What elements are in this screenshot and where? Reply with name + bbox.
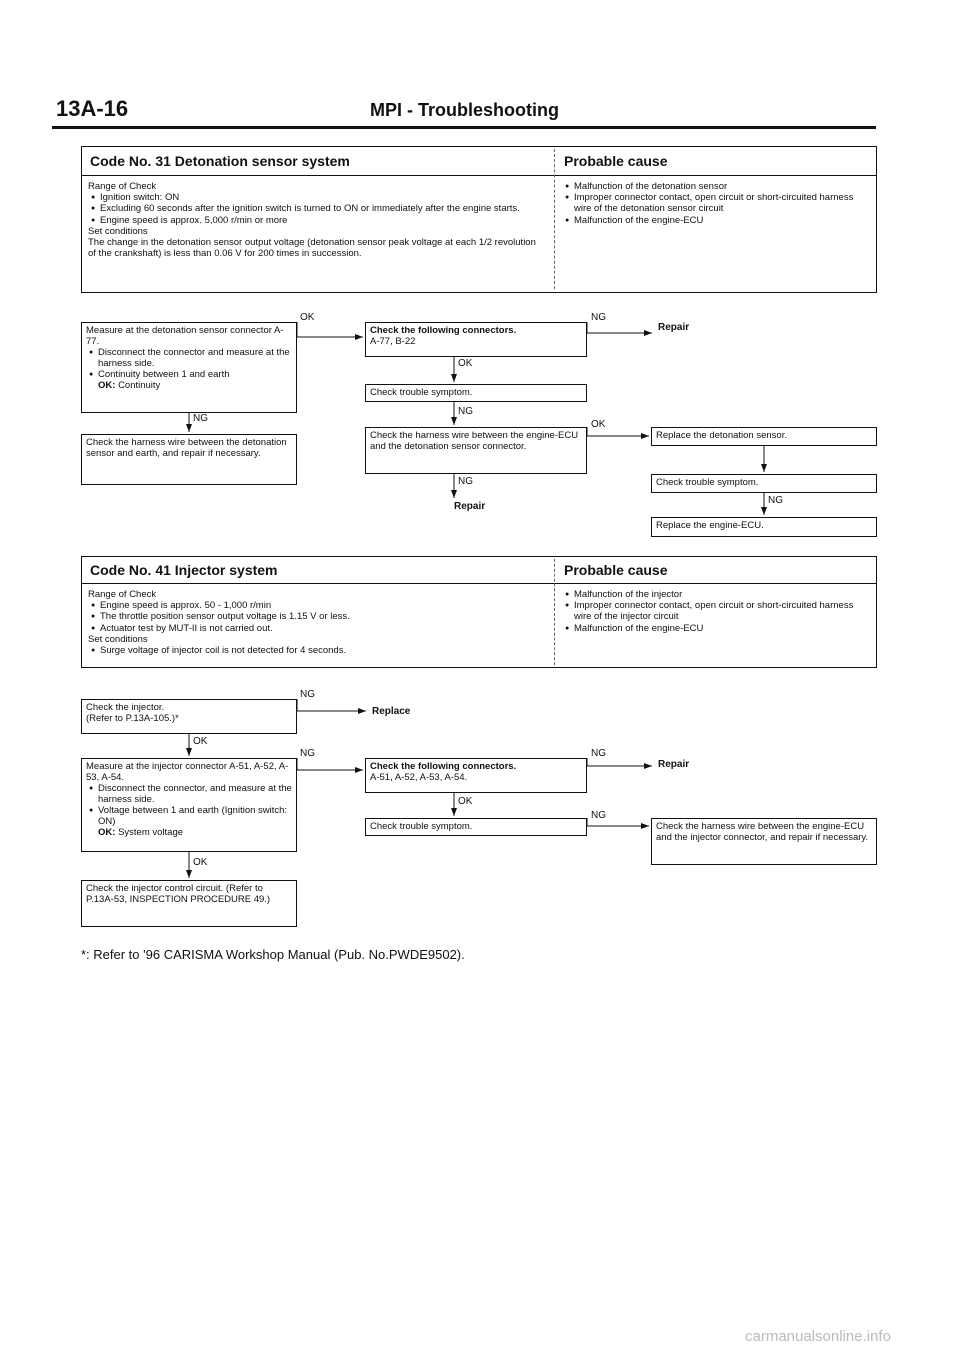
harness-text: Check the harness wire between the engine-ECU and the injector connector, and repair if necessary. bbox=[656, 821, 869, 843]
cause-item: ● Improper connector contact, open circuit or short-circuited harness wire of the injector circuit bbox=[562, 600, 870, 622]
watermark: carmanualsonline.info bbox=[745, 1328, 891, 1345]
measure-item: ● Voltage between 1 and earth (Ignition switch: ON) bbox=[86, 805, 292, 827]
flow-label-ng: NG bbox=[591, 312, 606, 323]
range-title: Range of Check bbox=[88, 181, 157, 192]
cause-item: ● Malfunction of the engine-ECU bbox=[562, 623, 870, 634]
connectors-list: A-77, B-22 bbox=[370, 336, 416, 347]
footnote: *: Refer to '96 CARISMA Workshop Manual (Pub. No.PWDE9502). bbox=[81, 947, 465, 962]
flow-label-ng: NG bbox=[458, 476, 473, 487]
code41-probable-title: Probable cause bbox=[564, 562, 668, 578]
flow-repair: Repair bbox=[454, 501, 486, 512]
set-title: Set conditions bbox=[88, 225, 148, 237]
harness-check-text: Check the harness wire between the detonation sensor and earth, and repair if necessary. bbox=[86, 437, 287, 459]
flow-label-ng: NG bbox=[591, 810, 606, 821]
flow-label-ng: NG bbox=[591, 748, 606, 759]
code41-title: Code No. 41 Injector system bbox=[90, 562, 278, 578]
symptom-text: Check trouble symptom. bbox=[370, 821, 473, 832]
flow-label-ng: NG bbox=[458, 406, 473, 417]
range-item: ● The throttle position sensor output voltage is 1.15 V or less. bbox=[88, 611, 546, 622]
cause-item: ● Malfunction of the injector bbox=[562, 589, 870, 600]
flow-label-ok: OK bbox=[300, 312, 315, 323]
flow-replace: Replace bbox=[372, 706, 411, 717]
set-title: Set conditions bbox=[88, 633, 148, 645]
ok-label: OK: bbox=[98, 380, 116, 391]
ok-value: Continuity bbox=[118, 380, 161, 391]
flow-label-ok: OK bbox=[193, 736, 208, 747]
flow-repair: Repair bbox=[658, 322, 690, 333]
measure-item: ● Disconnect the connector and measure at the harness side. bbox=[86, 347, 292, 369]
set-text: The change in the detonation sensor output voltage (detonation sensor peak voltage at each 1/2 revolution of the crankshaft) is less than 0.06 V for 200 times in succession. bbox=[88, 237, 536, 260]
measure-item: ● Continuity between 1 and earth bbox=[86, 369, 292, 380]
flow-label-ng: NG bbox=[193, 413, 208, 424]
flow-label-ng: NG bbox=[300, 748, 315, 759]
measure-item: ● Disconnect the connector, and measure at the harness side. bbox=[86, 783, 292, 805]
flow-label-ng: NG bbox=[768, 495, 783, 506]
connectors-title: Check the following connectors. bbox=[370, 325, 517, 336]
symptom2-text: Check trouble symptom. bbox=[656, 477, 759, 488]
measure-title: Measure at the injector connector A-51, A-52, A-53, A-54. bbox=[86, 761, 289, 783]
range-item: ● Engine speed is approx. 5,000 r/min or more bbox=[88, 215, 546, 226]
flow-label-ok: OK bbox=[458, 796, 473, 807]
flow-label-ok: OK bbox=[193, 857, 208, 868]
connectors-list: A-51, A-52, A-53, A-54. bbox=[370, 772, 468, 783]
flow-repair: Repair bbox=[658, 759, 690, 770]
measure-title: Measure at the detonation sensor connector A-77. bbox=[86, 325, 284, 347]
ok-value: System voltage bbox=[118, 827, 184, 838]
replace-ecu-text: Replace the engine-ECU. bbox=[656, 520, 764, 531]
code31-title: Code No. 31 Detonation sensor system bbox=[90, 153, 350, 169]
harness-ecu-text: Check the harness wire between the engine-ECU and the detonation sensor connector. bbox=[370, 430, 579, 452]
replace-sensor-text: Replace the detonation sensor. bbox=[656, 430, 787, 441]
range-title: Range of Check bbox=[88, 589, 157, 600]
range-item: ● Excluding 60 seconds after the ignition switch is turned to ON or immediately after the engine starts. bbox=[88, 203, 546, 214]
connectors-title: Check the following connectors. bbox=[370, 761, 517, 772]
control-circuit-text: Check the injector control circuit. (Refer to P.13A-53, INSPECTION PROCEDURE 49.) bbox=[86, 883, 271, 905]
page-title: MPI - Troubleshooting bbox=[370, 100, 559, 120]
set-item: ● Surge voltage of injector coil is not detected for 4 seconds. bbox=[88, 645, 546, 656]
range-item: ● Actuator test by MUT-II is not carried out. bbox=[88, 623, 546, 634]
flow-label-ok: OK bbox=[591, 419, 606, 430]
symptom-text: Check trouble symptom. bbox=[370, 387, 473, 398]
cause-item: ● Malfunction of the detonation sensor bbox=[562, 181, 870, 192]
range-item: ● Ignition switch: ON bbox=[88, 192, 546, 203]
check-injector-line2: (Refer to P.13A-105.)* bbox=[86, 713, 179, 724]
check-injector-line1: Check the injector. bbox=[86, 702, 165, 713]
page-number: 13A-16 bbox=[56, 96, 129, 121]
code31-probable-title: Probable cause bbox=[564, 153, 668, 169]
cause-item: ● Malfunction of the engine-ECU bbox=[562, 215, 870, 226]
ok-label: OK: bbox=[98, 827, 116, 838]
flow-label-ok: OK bbox=[458, 358, 473, 369]
range-item: ● Engine speed is approx. 50 - 1,000 r/min bbox=[88, 600, 546, 611]
cause-item: ● Improper connector contact, open circuit or short-circuited harness wire of the detonation sensor circuit bbox=[562, 192, 870, 214]
flow-label-ng: NG bbox=[300, 689, 315, 700]
